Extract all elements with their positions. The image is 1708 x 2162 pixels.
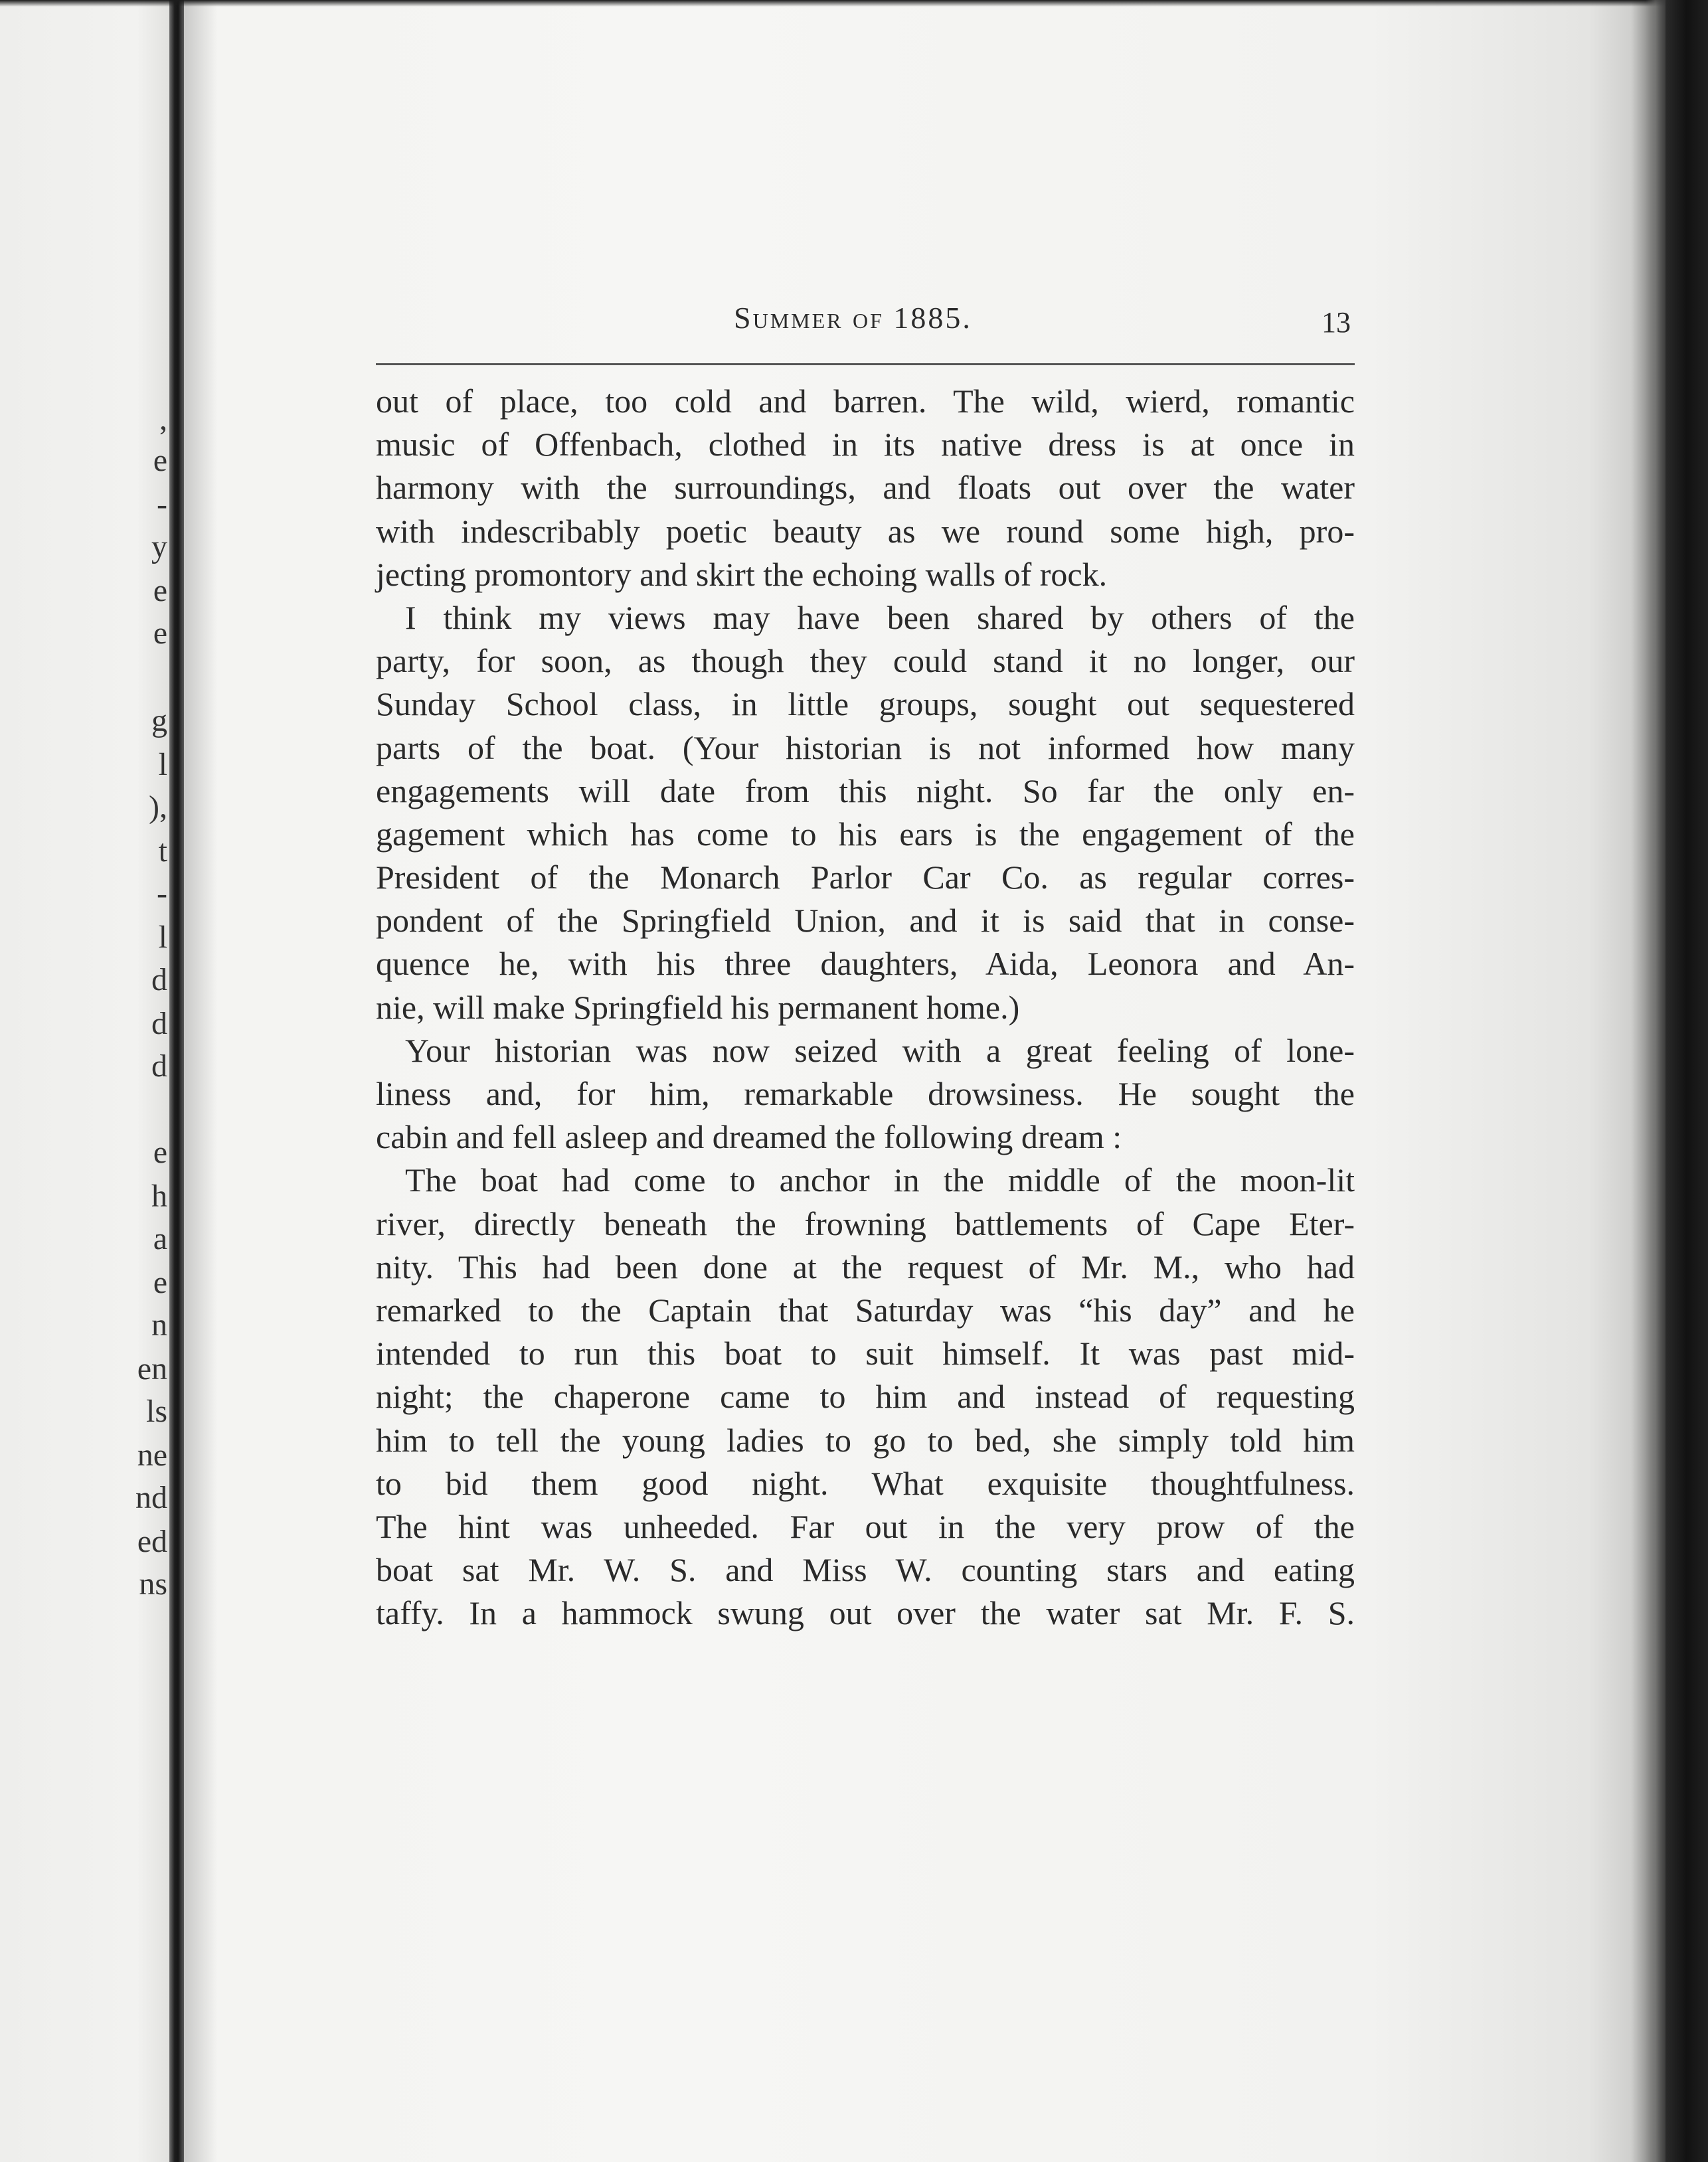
text-line: nie, will make Springfield his permanent home.) [376, 988, 1020, 1026]
text-line: to bid them good night. What exquisite thoughtfulness. [376, 1464, 1355, 1502]
paragraph-first-line: The boat had come to anchor in the middle of the moon-lit [405, 1161, 1355, 1199]
page-number: 13 [1322, 306, 1351, 339]
text-line: cabin and fell asleep and dreamed the following dream : [376, 1118, 1122, 1156]
text-line: out of place, too cold and barren. The wild, wierd, romantic [376, 382, 1355, 420]
text-line: Sunday School class, in little groups, sought out sequestered [376, 685, 1355, 723]
text-line: boat sat Mr. W. S. and Miss W. counting stars and eating [376, 1551, 1355, 1589]
text-line: with indescribably poetic beauty as we round some high, pro- [376, 512, 1355, 550]
previous-page-fragment: ns [139, 1566, 167, 1602]
previous-page-fragment: g [151, 703, 167, 738]
previous-page-fragment: y [151, 529, 167, 564]
text-line: music of Offenbach, clothed in its native dress is at once in [376, 426, 1355, 463]
previous-page-fragment: d [151, 962, 167, 997]
previous-page-fragment: t [158, 833, 167, 869]
top-scan-edge [0, 0, 1708, 7]
text-line: President of the Monarch Parlor Car Co. as regular corres- [376, 859, 1355, 896]
previous-page-fragment: ), [149, 790, 167, 825]
previous-page-fragment: en [137, 1351, 167, 1386]
running-head-title: Summer of 1885. [734, 301, 972, 335]
previous-page-fragment: l [158, 747, 167, 782]
gutter-shadow [184, 0, 217, 2162]
previous-page-fragment: nd [135, 1480, 167, 1515]
text-line: taffy. In a hammock swung out over the water sat Mr. F. S. [376, 1594, 1355, 1632]
text-line: pondent of the Springfield Union, and it is said that in conse- [376, 902, 1355, 940]
previous-page-edge [0, 0, 171, 2162]
text-line: river, directly beneath the frowning battlements of Cape Eter- [376, 1205, 1355, 1242]
text-line: liness and, for him, remarkable drowsiness. He sought the [376, 1075, 1355, 1112]
book-gutter [169, 0, 184, 2162]
previous-page-fragment: e [153, 573, 167, 608]
paragraph-first-line: I think my views may have been shared by others of the [405, 598, 1355, 636]
book-cover-edge [1665, 0, 1708, 2162]
text-line: party, for soon, as though they could stand it no longer, our [376, 642, 1355, 680]
previous-page-fragment: e [153, 443, 167, 478]
text-line: quence he, with his three daughters, Aida, Leonora and An- [376, 945, 1355, 983]
body-text [376, 380, 1355, 1635]
previous-page-fragment: - [157, 487, 167, 522]
previous-page-fragment: d [151, 1048, 167, 1084]
previous-page-fragment: l [158, 920, 167, 955]
previous-page-fragment: - [157, 876, 167, 911]
text-line: gagement which has come to his ears is the engagement of the [376, 815, 1355, 853]
previous-page-fragment: e [153, 1135, 167, 1170]
previous-page-fragment: , [159, 402, 167, 437]
text-line: jecting promontory and skirt the echoing walls of rock. [376, 555, 1108, 593]
text-line: him to tell the young ladies to go to bed, she simply told him [376, 1421, 1355, 1459]
text-line: nity. This had been done at the request of Mr. M., who had [376, 1248, 1355, 1286]
page-right-edge-shadow [1646, 0, 1665, 2162]
text-line: harmony with the surroundings, and floats out over the water [376, 469, 1355, 507]
previous-page-fragment: ne [137, 1438, 167, 1473]
text-line: intended to run this boat to suit himself. It was past mid- [376, 1335, 1355, 1372]
text-line: night; the chaperone came to him and instead of requesting [376, 1378, 1355, 1416]
paragraph-first-line: Your historian was now seized with a great feeling of lone- [405, 1031, 1355, 1069]
previous-page-fragment: h [151, 1179, 167, 1214]
header-rule [376, 363, 1355, 365]
previous-page-fragment: e [153, 616, 167, 651]
text-line: parts of the boat. (Your historian is not informed how many [376, 728, 1355, 766]
previous-page-fragment: ls [145, 1394, 167, 1429]
previous-page-fragment: ed [137, 1524, 167, 1559]
previous-page-fragment: n [151, 1307, 167, 1343]
text-line: The hint was unheeded. Far out in the very prow of the [376, 1507, 1355, 1545]
text-line: engagements will date from this night. So far the only en- [376, 772, 1355, 809]
previous-page-fragment: e [153, 1265, 167, 1300]
previous-page-fragment: d [151, 1006, 167, 1041]
text-line: remarked to the Captain that Saturday was “his day” and he [376, 1291, 1355, 1329]
previous-page-fragment: a [153, 1221, 167, 1256]
